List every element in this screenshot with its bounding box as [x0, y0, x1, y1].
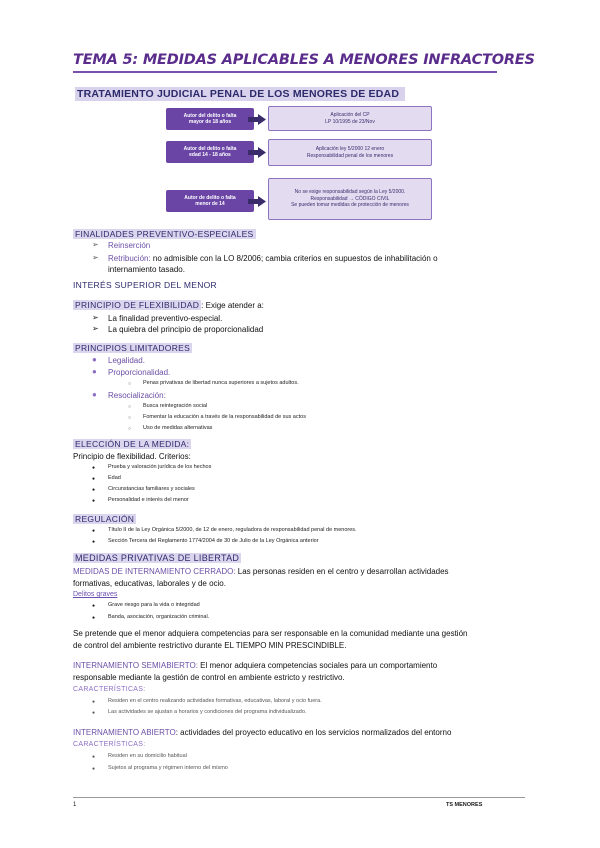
bullet-label: Retribución:	[108, 254, 151, 263]
diagram-right-text: Responsabilidad → CÓDIGO CIVIL	[310, 195, 390, 202]
footer-divider	[73, 797, 525, 798]
dot-bullet-icon: ●	[92, 528, 96, 534]
footer-tag: TS MENORES	[446, 802, 483, 808]
bullet-text: Sección Tercera del Reglamento 1774/2004 de 30 de Julio de la Ley Orgánica anterior	[108, 538, 319, 544]
page-number: 1	[73, 802, 77, 808]
heading-flexibilidad	[73, 300, 264, 311]
arrow-bullet-icon: ➢	[92, 240, 99, 249]
subheading-link: Delitos graves	[73, 591, 118, 598]
bullet-text: internamiento tasado.	[108, 265, 185, 274]
dot-bullet-icon: ●	[92, 487, 96, 493]
page-title: TEMA 5: MEDIDAS APLICABLES A MENORES INFRACTORES	[73, 52, 535, 68]
arrow-bullet-icon: ➢	[92, 313, 99, 322]
dot-bullet-icon: ●	[92, 476, 96, 482]
body-line: formativas, educativas, laborales y de ocio.	[73, 579, 226, 588]
bullet-text: Proporcionalidad.	[108, 368, 171, 377]
circle-bullet-icon: ○	[128, 404, 132, 410]
sub-bullet-text: Fomentar la educación a través de la responsabilidad de sus actos	[143, 414, 306, 420]
bullet-text: Legalidad.	[108, 356, 145, 365]
diagram-left-text: mayor de 18 años	[188, 119, 232, 125]
subheading-label: MEDIDAS DE INTERNAMIENTO CERRADO:	[73, 567, 236, 576]
subheading-label: INTERNAMIENTO ABIERTO	[73, 728, 176, 737]
diagram-right-box	[268, 106, 432, 131]
circle-bullet-icon: ○	[128, 381, 132, 387]
bullet-text: Resocialización:	[108, 391, 166, 400]
diagram-right-text: Se pueden tomar medidas de protección de menores	[291, 202, 409, 209]
body-line	[73, 660, 437, 671]
dot-bullet-icon: ●	[92, 539, 96, 545]
dot-bullet-icon: ●	[92, 710, 96, 716]
heading-eleccion: ELECCIÓN DE LA MEDIDA:	[75, 439, 190, 449]
bullet-text: La quiebra del principio de proporcionalidad	[108, 325, 264, 334]
diagram-right-text: No se exige responsabilidad según la Ley 5/2000.	[294, 189, 406, 196]
arrow-bullet-icon: ➢	[92, 253, 99, 262]
body-text: El menor adquiera competencias sociales para un comportamiento	[197, 661, 438, 670]
dot-bullet-icon: ●	[92, 465, 96, 471]
diagram-right-text: Responsabilidad penal de los menores	[306, 152, 394, 159]
dot-bullet-icon: ●	[92, 603, 96, 609]
diagram-right-text: Aplicación del CP	[330, 112, 370, 118]
bullet-text: La finalidad preventivo-especial.	[108, 314, 223, 323]
body-line: Se pretende que el menor adquiera competencias para ser responsable en la comunidad mediante una gestión	[73, 629, 468, 638]
dot-bullet-icon: ●	[92, 754, 96, 760]
diagram-right-box	[268, 139, 432, 166]
dot-bullet-icon: ●	[92, 766, 96, 772]
diagram-left-text: edad 14 - 18 años	[189, 152, 231, 158]
dot-bullet-icon: ●	[92, 390, 97, 399]
diagram-right-text: Aplicación ley 5/2000 12 enero	[315, 146, 385, 152]
bullet-text: Prueba y valoración jurídica de los hechos	[108, 464, 212, 470]
sub-bullet-text: Busca reintegración social	[143, 403, 208, 409]
bullet-text: Edad	[108, 475, 121, 481]
subheading-label: INTERNAMIENTO SEMIABIERTO:	[73, 661, 198, 670]
diagram-left-text: Autor del delito o falta	[183, 112, 237, 119]
body-line: responsable mediante la gestión de control en ambiente estricto y restrictivo.	[73, 673, 345, 682]
diagram-left-box	[166, 108, 254, 130]
bullet-text: Título II de la Ley Orgánica 5/2000, de 12 de enero, reguladora de responsabilidad penal de menores.	[108, 527, 357, 533]
body-line	[73, 727, 451, 738]
dot-bullet-icon: ●	[92, 355, 97, 364]
heading-label: PRINCIPIO DE FLEXIBILIDAD	[75, 300, 200, 310]
sub-bullet-text: Uso de medidas alternativas	[143, 425, 213, 431]
diagram-right-box	[268, 178, 432, 220]
body-text: Las personas residen en el centro y desarrollan actividades	[235, 567, 449, 576]
dot-bullet-icon: ●	[92, 615, 96, 621]
subheading: CARACTERÍSTICAS:	[73, 741, 146, 748]
heading-regulacion: REGULACIÓN	[75, 514, 135, 524]
bullet-text: Residen en su domicilio habitual	[108, 753, 187, 759]
bullet-text: Personalidad e interés del menor	[108, 497, 189, 503]
bullet-text: Residen en el centro realizando actividades formativas, educativas, laboral y ocio fuera.	[108, 698, 322, 704]
bullet-text: no admisible con la LO 8/2006; cambia criterios en supuestos de inhabilitación o	[150, 254, 438, 263]
dot-bullet-icon: ●	[92, 367, 97, 376]
bullet-text: Las actividades se ajustan a horarios y condiciones del programa individualizado.	[108, 709, 307, 715]
heading-finalidades: FINALIDADES PREVENTIVO-ESPECIALES	[75, 229, 254, 239]
bullet-text	[108, 253, 438, 264]
body-line	[73, 566, 449, 577]
subheading: CARACTERÍSTICAS:	[73, 686, 146, 693]
circle-bullet-icon: ○	[128, 426, 132, 432]
body-line: Principio de flexibilidad. Criterios:	[73, 452, 191, 461]
bullet-text: Circunstancias familiares y sociales	[108, 486, 195, 492]
title-underline	[73, 71, 497, 73]
section-subtitle: TRATAMIENTO JUDICIAL PENAL DE LOS MENORES DE EDAD	[75, 87, 405, 101]
heading-interes: INTERÉS SUPERIOR DEL MENOR	[73, 280, 217, 290]
arrow-right-icon	[248, 147, 266, 158]
arrow-right-icon	[248, 196, 266, 207]
arrow-right-icon	[248, 114, 266, 125]
body-text: : actividades del proyecto educativo en los servicios normalizados del entorno	[175, 728, 452, 737]
dot-bullet-icon: ●	[92, 699, 96, 705]
diagram-right-text: LP 10/1995 de 23/Nov	[325, 118, 375, 125]
diagram-left-text: menor de 14	[195, 201, 225, 207]
bullet-text: Sujetos al programa y régimen interno del mismo	[108, 765, 228, 771]
diagram-left-box	[166, 141, 254, 163]
bullet-text: Grave riesgo para la vida o integridad	[108, 602, 200, 608]
heading-text: : Exige atender a:	[201, 301, 264, 310]
bullet-text: Reinserción	[108, 241, 151, 250]
arrow-bullet-icon: ➢	[92, 324, 99, 333]
diagram-left-text: Autor de delito o falta	[184, 194, 236, 201]
body-line: de control del ambiente restrictivo durante EL TIEMPO MIN PRESCINDIBLE.	[73, 641, 347, 650]
heading-privativas: MEDIDAS PRIVATIVAS DE LIBERTAD	[75, 553, 240, 563]
sub-bullet-text: Penas privativas de libertad nunca superiores a sujetos adultos.	[143, 380, 299, 386]
dot-bullet-icon: ●	[92, 498, 96, 504]
heading-limitadores: PRINCIPIOS LIMITADORES	[75, 343, 191, 353]
diagram-left-text: Autor del delito o falta	[183, 145, 237, 152]
circle-bullet-icon: ○	[128, 415, 132, 421]
diagram-left-box	[166, 190, 254, 212]
bullet-text: Banda, asociación, organización criminal.	[108, 614, 210, 620]
